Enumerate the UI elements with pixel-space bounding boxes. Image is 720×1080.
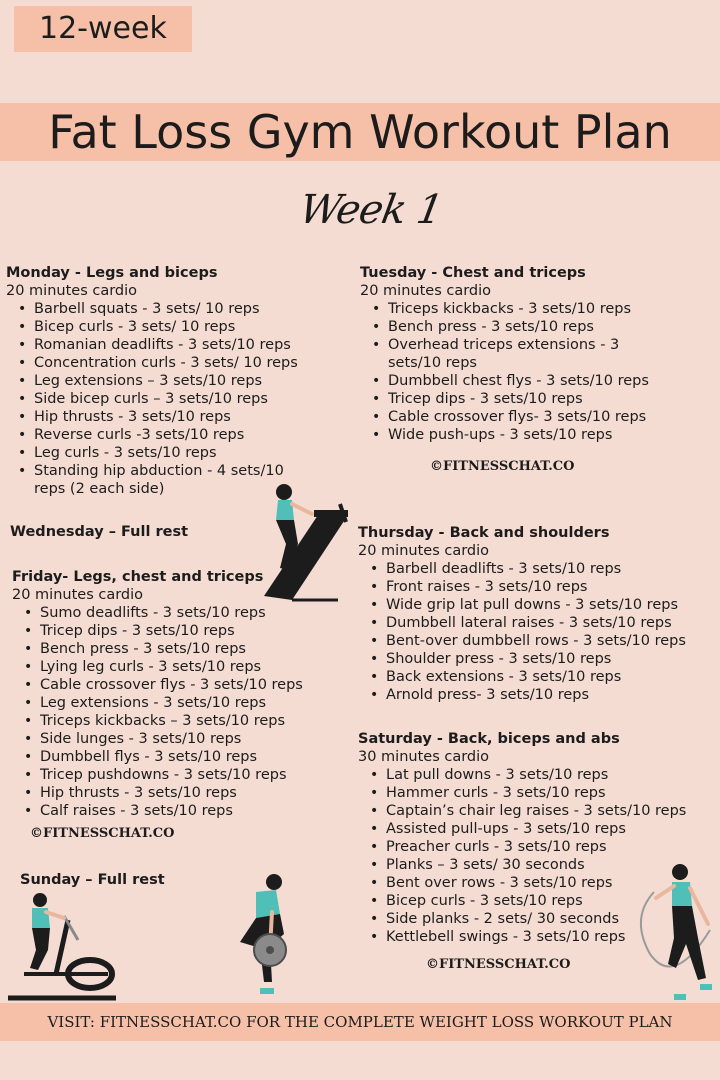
exercise-item: • Bent over rows - 3 sets/10 reps: [386, 874, 686, 892]
exercise-item: • Tricep dips - 3 sets/10 reps: [388, 390, 649, 408]
exercise-item: • Concentration curls - 3 sets/ 10 reps: [34, 354, 298, 372]
exercise-item: • Preacher curls - 3 sets/10 reps: [386, 838, 686, 856]
friday-cardio: 20 minutes cardio: [12, 587, 144, 603]
sunday-heading: Sunday – Full rest: [20, 872, 165, 888]
treadmill-runner-illustration: [262, 478, 352, 606]
exercise-item: • Sumo deadlifts - 3 sets/10 reps: [40, 604, 303, 622]
monday-exercise-list: [6, 300, 298, 498]
exercise-item: • Overhead triceps extensions - 3: [388, 336, 649, 354]
monday-cardio: 20 minutes cardio: [6, 283, 138, 299]
credit-bottom-right: ©FITNESSCHAT.CO: [426, 957, 571, 972]
exercise-item: • Romanian deadlifts - 3 sets/10 reps: [34, 336, 298, 354]
exercise-item: • Captain’s chair leg raises - 3 sets/10 reps: [386, 802, 686, 820]
exercise-item: • Hip thrusts - 3 sets/10 reps: [34, 408, 298, 426]
tuesday-cardio: 20 minutes cardio: [360, 283, 492, 299]
wednesday-heading: Wednesday – Full rest: [10, 524, 189, 540]
exercise-item: • Tricep pushdowns - 3 sets/10 reps: [40, 766, 303, 784]
page-title: Fat Loss Gym Workout Plan: [48, 105, 672, 159]
exercise-item: • Reverse curls -3 sets/10 reps: [34, 426, 298, 444]
exercise-item: • Dumbbell chest flys - 3 sets/10 reps: [388, 372, 649, 390]
exercise-item: • Bicep curls - 3 sets/ 10 reps: [34, 318, 298, 336]
saturday-heading: Saturday - Back, biceps and abs: [358, 731, 620, 747]
exercise-item: • Barbell deadlifts - 3 sets/10 reps: [386, 560, 686, 578]
jump-rope-illustration: [624, 858, 720, 1008]
exercise-item: • Leg curls - 3 sets/10 reps: [34, 444, 298, 462]
exercise-item: • Planks – 3 sets/ 30 seconds: [386, 856, 686, 874]
exercise-item: • Bench press - 3 sets/10 reps: [40, 640, 303, 658]
exercise-item: • Front raises - 3 sets/10 reps: [386, 578, 686, 596]
exercise-item: • Assisted pull-ups - 3 sets/10 reps: [386, 820, 686, 838]
tuesday-exercise-list: [360, 300, 649, 444]
friday-heading: Friday- Legs, chest and triceps: [12, 569, 264, 585]
exercise-item: • Hip thrusts - 3 sets/10 reps: [40, 784, 303, 802]
saturday-cardio: 30 minutes cardio: [358, 749, 490, 765]
exercise-item: • Bicep curls - 3 sets/10 reps: [386, 892, 686, 910]
exercise-item: • Side bicep curls – 3 sets/10 reps: [34, 390, 298, 408]
credit-top-right: ©FITNESSCHAT.CO: [430, 459, 575, 474]
exercise-item: • Barbell squats - 3 sets/ 10 reps: [34, 300, 298, 318]
exercise-item-continuation: reps (2 each side): [34, 481, 165, 497]
exercise-item: • Standing hip abduction - 4 sets/10: [34, 462, 298, 480]
exercise-item: • Arnold press- 3 sets/10 reps: [386, 686, 686, 704]
exercise-item: • Dumbbell lateral raises - 3 sets/10 reps: [386, 614, 686, 632]
exercise-item: • Leg extensions - 3 sets/10 reps: [40, 694, 303, 712]
monday-heading: Monday - Legs and biceps: [6, 265, 218, 281]
exercise-item: • Calf raises - 3 sets/10 reps: [40, 802, 303, 820]
exercise-item: • Side planks - 2 sets/ 30 seconds: [386, 910, 686, 928]
credit-mid-left: ©FITNESSCHAT.CO: [30, 826, 175, 841]
exercise-item: • Cable crossover flys- 3 sets/10 reps: [388, 408, 649, 426]
week-heading: Week 1: [295, 187, 446, 233]
friday-section: [12, 568, 303, 820]
tuesday-section: [360, 264, 649, 444]
exercise-item: • Lat pull downs - 3 sets/10 reps: [386, 766, 686, 784]
barbell-deadlift-illustration: [226, 872, 298, 1000]
footer-cta: VISIT: FITNESSCHAT.CO FOR THE COMPLETE WEIGHT LOSS WORKOUT PLAN: [47, 1013, 673, 1031]
exercise-item: • Dumbbell flys - 3 sets/10 reps: [40, 748, 303, 766]
exercise-item: • Wide grip lat pull downs - 3 sets/10 reps: [386, 596, 686, 614]
exercise-item: • Back extensions - 3 sets/10 reps: [386, 668, 686, 686]
exercise-item: • Hammer curls - 3 sets/10 reps: [386, 784, 686, 802]
exercise-item: • Cable crossover flys - 3 sets/10 reps: [40, 676, 303, 694]
thursday-exercise-list: [358, 560, 686, 704]
thursday-heading: Thursday - Back and shoulders: [358, 525, 610, 541]
elliptical-trainer-illustration: [4, 890, 116, 1006]
exercise-item: • Triceps kickbacks – 3 sets/10 reps: [40, 712, 303, 730]
thursday-section: [358, 524, 686, 704]
exercise-item-continuation: sets/10 reps: [388, 355, 477, 371]
tuesday-heading: Tuesday - Chest and triceps: [360, 265, 586, 281]
exercise-item: • Bench press - 3 sets/10 reps: [388, 318, 649, 336]
exercise-item: • Shoulder press - 3 sets/10 reps: [386, 650, 686, 668]
exercise-item: • Kettlebell swings - 3 sets/10 reps: [386, 928, 686, 946]
friday-exercise-list: [12, 604, 303, 820]
exercise-item: • Side lunges - 3 sets/10 reps: [40, 730, 303, 748]
exercise-item: • Wide push-ups - 3 sets/10 reps: [388, 426, 649, 444]
monday-section: [6, 264, 298, 498]
exercise-item: • Leg extensions – 3 sets/10 reps: [34, 372, 298, 390]
thursday-cardio: 20 minutes cardio: [358, 543, 490, 559]
exercise-item: • Bent-over dumbbell rows - 3 sets/10 reps: [386, 632, 686, 650]
exercise-item: • Triceps kickbacks - 3 sets/10 reps: [388, 300, 649, 318]
week-count-badge: 12-week: [14, 6, 192, 52]
exercise-item: • Tricep dips - 3 sets/10 reps: [40, 622, 303, 640]
exercise-item: • Lying leg curls - 3 sets/10 reps: [40, 658, 303, 676]
